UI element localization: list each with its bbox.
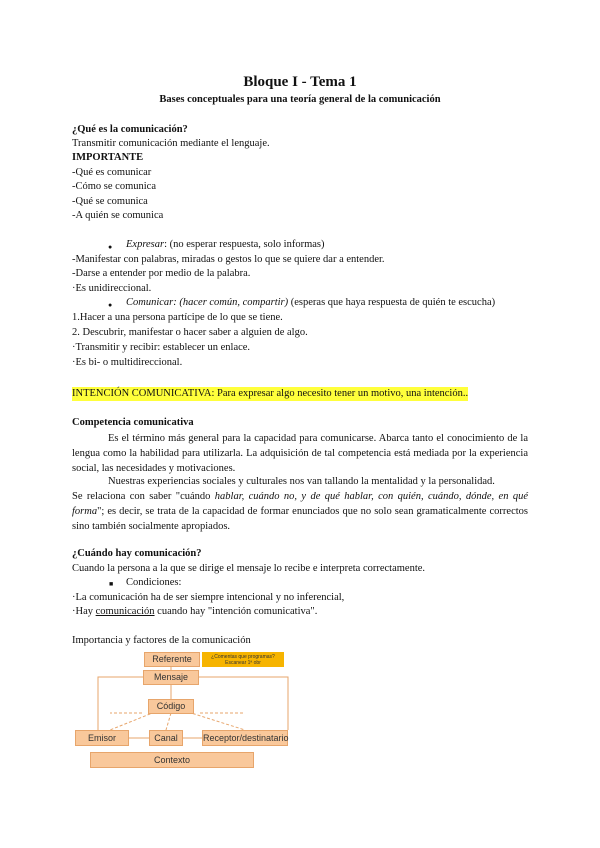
comunicar-point: ·Es bi- o multidireccional.: [72, 357, 183, 368]
intencion-highlight: INTENCIÓN COMUNICATIVA: Para expresar algo necesito tener un motivo, una intención..: [72, 388, 469, 399]
codigo-box: Código: [148, 699, 194, 714]
mensaje-box: Mensaje: [143, 670, 199, 685]
competencia-paragraph-1: Es el término más general para la capacidad para comunicarse. Abarca tanto el conocimiento de la lengua como la habilidad para utilizarla. La adquisición de tal competencia está mediada por la experiencia social, las necesidades y motivaciones.: [72, 433, 528, 474]
receptor-box: Receptor/destinatario: [202, 730, 288, 746]
section-heading-competencia: Competencia comunicativa: [72, 417, 194, 428]
expresar-point: ·Es unidireccional.: [72, 283, 152, 294]
cuando-text: Cuando la persona a la que se dirige el mensaje lo recibe e interpreta correctamente.: [72, 563, 426, 574]
list-item: -Qué se comunica: [72, 196, 148, 207]
p3-end: "; es decir, se trata de la capacidad de formar enunciados que no solo sean gramaticalmente correctos sino también socialmente apropiados.: [72, 506, 528, 532]
important-label: IMPORTANTE: [72, 152, 144, 163]
cond2-start: ·Hay: [72, 606, 96, 617]
p3-italic: hablar, cuándo no, y de qué hablar, con quién, cuándo, dónde, en qué forma: [72, 491, 528, 517]
definition-text: Transmitir comunicación mediante el lenguaje.: [72, 138, 270, 149]
section-heading-que-es: ¿Qué es la comunicación?: [72, 124, 188, 135]
list-item: -Qué es comunicar: [72, 167, 152, 178]
contexto-box: Contexto: [90, 752, 254, 768]
note-line-1: ¿Comentas que programas?: [211, 654, 275, 660]
page-title: Bloque I - Tema 1: [243, 74, 357, 90]
canal-box: Canal: [149, 730, 183, 746]
cond2-end: cuando hay "intención comunicativa".: [154, 606, 318, 617]
page-subtitle: Bases conceptuales para una teoría general de la comunicación: [159, 94, 441, 105]
list-item: -A quién se comunica: [72, 210, 164, 221]
cond2-underline: comunicación: [95, 606, 155, 617]
expresar-point: -Darse a entender por medio de la palabra.: [72, 268, 251, 279]
comunicar-rest: (esperas que haya respuesta de quién te escucha): [288, 297, 496, 308]
comunicar-point: ·Transmitir y recibir: establecer un enlace.: [72, 342, 251, 353]
competencia-paragraph-2: Nuestras experiencias sociales y culturales nos van tallando la mentalidad y la personalidad.: [108, 476, 495, 487]
section-heading-cuando: ¿Cuándo hay comunicación?: [72, 548, 202, 559]
bullet-icon: ●: [108, 301, 113, 309]
expresar-term: Expresar: [126, 239, 165, 250]
condition-1: ·La comunicación ha de ser siempre intencional y no inferencial,: [72, 592, 345, 603]
p3-start: Se relaciona con saber "cuándo: [72, 491, 215, 502]
comunicar-term: Comunicar: (hacer común, compartir): [126, 297, 289, 308]
emisor-box: Emisor: [75, 730, 129, 746]
handwritten-note: [202, 652, 284, 667]
expresar-rest: : (no esperar respuesta, solo informas): [164, 239, 325, 250]
square-bullet-icon: ■: [109, 580, 114, 588]
list-item: -Cómo se comunica: [72, 181, 156, 192]
expresar-point: -Manifestar con palabras, miradas o gestos lo que se quiere dar a entender.: [72, 254, 385, 265]
bullet-icon: ●: [108, 243, 113, 251]
comunicar-point: 1.Hacer a una persona partícipe de lo que se tiene.: [72, 312, 283, 323]
conditions-label: Condiciones:: [126, 577, 182, 588]
diagram-title: Importancia y factores de la comunicación: [72, 635, 251, 646]
note-line-2: Escanear 1ª obr: [225, 660, 261, 666]
referente-box: Referente: [144, 652, 200, 667]
comunicar-point: 2. Descubrir, manifestar o hacer saber a alguien de algo.: [72, 327, 308, 338]
